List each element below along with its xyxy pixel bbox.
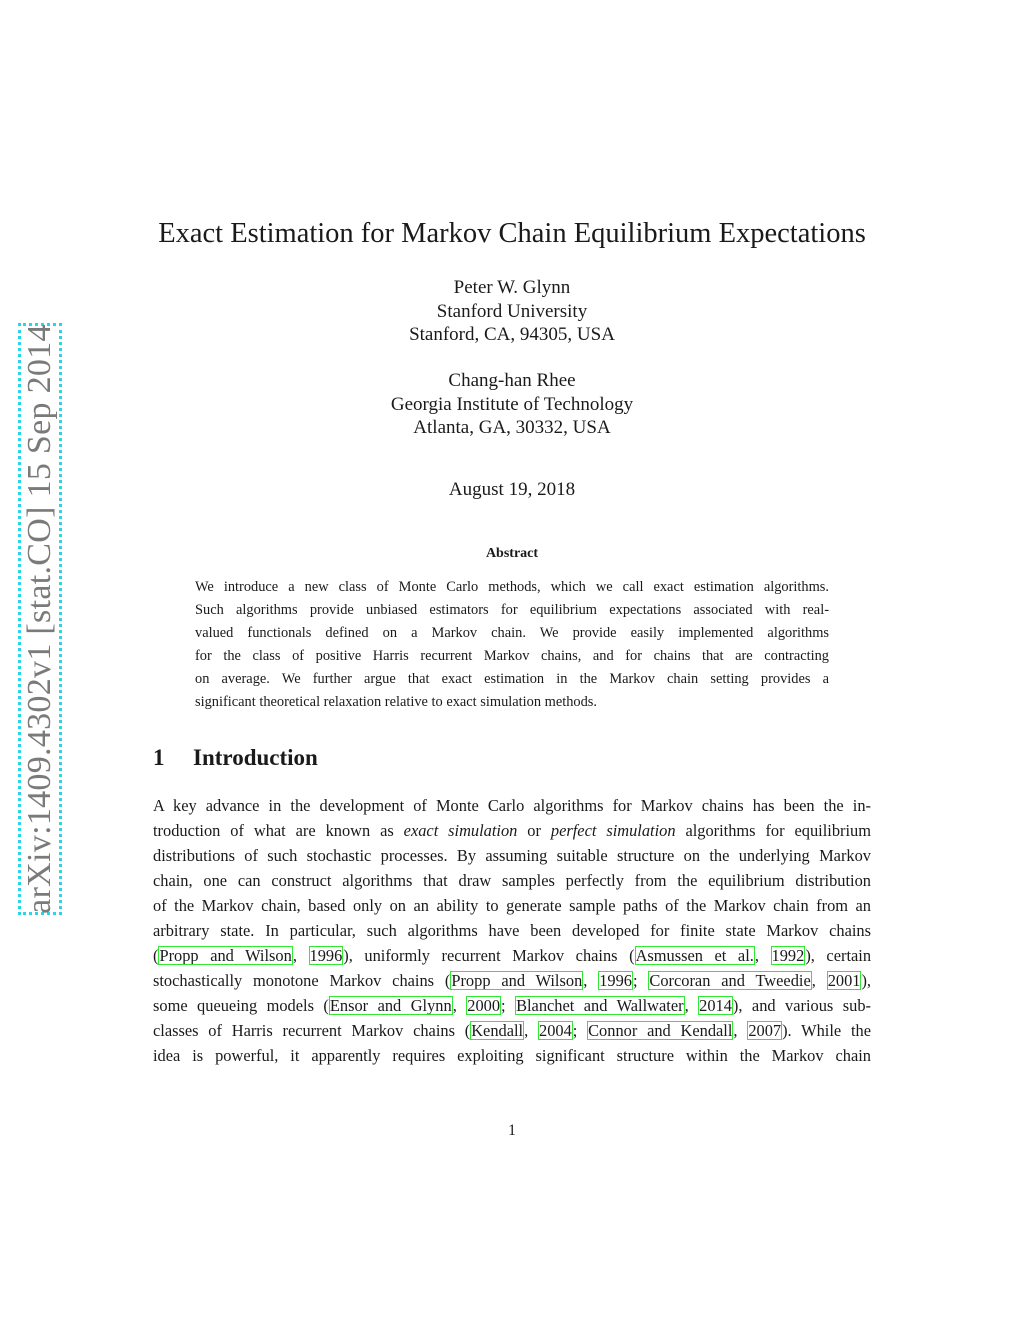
text-run: stochastically monotone Markov chains ( [153, 971, 451, 990]
text-run: , [452, 996, 467, 1015]
author-address: Atlanta, GA, 30332, USA [413, 417, 611, 438]
body-line: arbitrary state. In particular, such algorithms have been developed for finite state Markov chains [153, 921, 871, 940]
citation-link-ensor-glynn[interactable]: Ensor and Glynn [329, 996, 452, 1015]
abstract-heading: Abstract [485, 546, 539, 561]
arxiv-stamp[interactable] [18, 323, 62, 915]
citation-year-link[interactable]: 2014 [699, 996, 732, 1015]
citation-year-link[interactable]: 2004 [539, 1021, 572, 1040]
body-line: of the Markov chain, based only on an ability to generate sample paths of the Markov chain from an [153, 896, 871, 915]
author-name: Chang-han Rhee [448, 370, 576, 391]
citation-link-connor-kendall[interactable]: Connor and Kendall [588, 1021, 733, 1040]
emphasis-perfect-simulation: perfect simulation [550, 821, 676, 840]
abstract-line: We introduce a new class of Monte Carlo methods, which we call exact estimation algorithms. [195, 579, 829, 595]
page-number: 1 [508, 1122, 516, 1139]
abstract-line: significant theoretical relaxation relative to exact simulation methods. [195, 694, 598, 710]
section-heading [153, 745, 318, 771]
abstract-line: Such algorithms provide unbiased estimators for equilibrium expectations associated with real- [195, 602, 829, 618]
text-run: classes of Harris recurrent Markov chains ( [153, 1021, 471, 1040]
citation-year-link[interactable]: 2000 [467, 996, 501, 1015]
text-run: , [684, 996, 699, 1015]
abstract-line: valued functionals defined on a Markov chain. We provide easily implemented algorithms [195, 625, 829, 641]
body-line: distributions of such stochastic processes. By assuming suitable structure on the underlying Markov [153, 846, 871, 865]
body-line [153, 1018, 871, 1043]
citation-year-link[interactable]: 1996 [599, 971, 632, 990]
text-run: ( [153, 946, 159, 965]
text-run: or [517, 821, 551, 840]
author-affiliation: Georgia Institute of Technology [390, 393, 634, 415]
arxiv-stamp-text: arXiv:1409.4302v1 [stat.CO] 15 Sep 2014 [21, 324, 58, 914]
citation-link-corcoran-tweedie[interactable]: Corcoran and Tweedie [649, 971, 811, 990]
section-title: Introduction [193, 745, 318, 770]
citation-link-propp-wilson[interactable]: Propp and Wilson [159, 946, 292, 965]
abstract-body [195, 576, 829, 714]
author-block-2 [312, 369, 712, 440]
body-line: idea is powerful, it apparently requires exploiting significant structure within the Markov chain [153, 1046, 871, 1065]
body-line: chain, one can construct algorithms that draw samples perfectly from the equilibrium distribution [153, 871, 871, 890]
body-line [153, 943, 871, 968]
citation-year-link[interactable]: 1996 [309, 946, 343, 965]
text-run: , [524, 1021, 538, 1040]
author-name: Peter W. Glynn [453, 277, 571, 298]
citation-link-propp-wilson[interactable]: Propp and Wilson [451, 971, 583, 990]
citation-year-link[interactable]: 2007 [748, 1021, 782, 1040]
paper-title: Exact Estimation for Markov Chain Equilibrium Expectations [158, 218, 866, 249]
body-line [153, 968, 871, 993]
text-run: troduction of what are known as [153, 821, 404, 840]
text-run: ; [633, 971, 649, 990]
text-run: ), uniformly recurrent Markov chains ( [343, 946, 635, 965]
emphasis-exact-simulation: exact simulation [403, 821, 518, 840]
paper-date: August 19, 2018 [448, 479, 576, 500]
abstract-line: on average. We further argue that exact estimation in the Markov chain setting provides a [195, 671, 829, 687]
text-run: some queueing models ( [153, 996, 329, 1015]
text-run: ; [572, 1021, 588, 1040]
text-run: ), and various sub- [732, 996, 871, 1015]
citation-link-asmussen[interactable]: Asmussen et al. [635, 946, 754, 965]
text-run: ). While the [782, 1021, 871, 1040]
text-run: , [754, 946, 771, 965]
author-block-1 [312, 276, 712, 347]
text-run: ; [501, 996, 516, 1015]
author-affiliation: Stanford University [436, 300, 588, 322]
section-number: 1 [153, 745, 165, 770]
citation-year-link[interactable]: 1992 [771, 946, 805, 965]
text-run: , [811, 971, 827, 990]
text-run: , [733, 1021, 748, 1040]
citation-year-link[interactable]: 2001 [827, 971, 861, 990]
text-run: , [583, 971, 599, 990]
abstract-line: for the class of positive Harris recurrent Markov chains, and for chains that are contracting [195, 648, 829, 664]
body-line [153, 818, 871, 843]
text-run: ), [861, 971, 872, 990]
citation-link-kendall[interactable]: Kendall [471, 1021, 524, 1040]
text-run: algorithms for equilibrium [675, 821, 871, 840]
body-line: A key advance in the development of Monte Carlo algorithms for Markov chains has been the in- [153, 796, 871, 815]
text-run: , [292, 946, 309, 965]
text-run: ), certain [805, 946, 872, 965]
intro-paragraph [153, 793, 871, 1068]
citation-link-blanchet-wallwater[interactable]: Blanchet and Wallwater [516, 996, 684, 1015]
body-line [153, 993, 871, 1018]
author-address: Stanford, CA, 94305, USA [409, 324, 615, 345]
